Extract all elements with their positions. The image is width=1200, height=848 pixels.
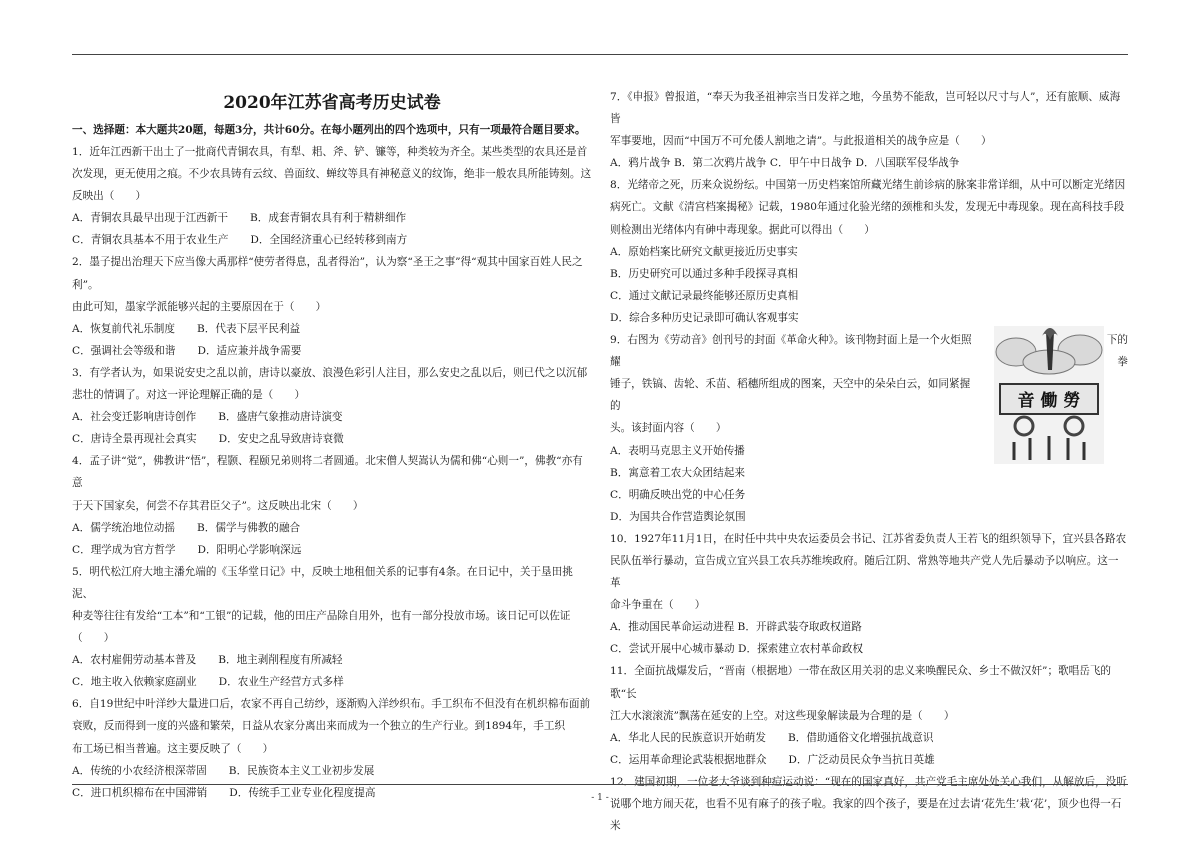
stem-line: 11．全面抗战爆发后，“晋南（根据地）一带在敌区用关羽的忠义来唤醒民众、乡士不做汉奸”；歌唱岳飞的歌“长 [610, 665, 1112, 700]
stem-side-word: 下的 [1106, 334, 1128, 347]
option: D．全国经济重心已经转移到南方 [250, 234, 408, 247]
stem-line: 于天下国家矣，何尝不存其君臣父子”。这反映出北宋（ ） [72, 499, 364, 512]
stem-line: 悲壮的情调了。对这一评论理解正确的是（ ） [72, 389, 306, 402]
stem-line: 12．建国初期，一位老大爷谈到种痘运动说：“现在的国家真好，共产党毛主席处处关心我们，从解放后，没听 [610, 775, 1127, 788]
option-row [610, 285, 1128, 307]
option: C．地主收入依赖家庭副业 [72, 676, 197, 689]
option: A．农村雇佣劳动基本普及 [72, 654, 197, 667]
stem-line: 反映出（ ） [72, 190, 147, 203]
option: A．传统的小农经济根深蒂固 [72, 764, 207, 777]
option: C．青铜农具基本不用于农业生产 [72, 234, 229, 247]
question-2 [72, 251, 592, 361]
option: C．强调社会等级和谐 [72, 344, 176, 357]
option: B．民族资本主义工业初步发展 [228, 764, 375, 777]
exam-title: 2020年江苏省高考历史试卷 [223, 93, 441, 113]
option: B．借助通俗文化增强抗战意识 [787, 731, 934, 744]
option-row [72, 318, 592, 340]
option: D．综合多种历史记录即可确认客观事实 [610, 311, 799, 324]
stem-line: 1．近年江西新干出土了一批商代青铜农具，有犁、耜、斧、铲、镰等，种类较为齐全。某些类型的农具还是首 [72, 146, 588, 158]
stem-line: 次发现，更无使用之痕。不少农具铸有云纹、兽面纹、蝉纹等具有神秘意义的纹饰，绝非一般农具所能铸刻。这 [72, 168, 592, 181]
question-1 [72, 141, 592, 251]
question-4 [72, 450, 592, 560]
option-row [610, 484, 1128, 506]
option: A．儒学统治地位动摇 [72, 521, 175, 534]
stem-line: 头。该封面内容（ ） [610, 422, 727, 435]
stem-line: 命斗争重在（ ） [610, 599, 706, 612]
option-row [610, 749, 1128, 771]
left-questions [72, 141, 592, 804]
option: D．阳明心学影响深远 [197, 543, 302, 556]
option-row [610, 727, 1128, 749]
question-12 [610, 771, 1128, 837]
option: B．儒学与佛教的融合 [197, 521, 301, 534]
option: C．尝试开展中心城市暴动 D．探索建立农村革命政权 [610, 643, 864, 656]
stem-line: 5．明代松江府大地主潘允端的《玉华堂日记》中，反映土地租佃关系的记事有4条。在日记中，关于垦田挑泥、 [72, 565, 573, 600]
stem-line: 由此可知，墨家学派能够兴起的主要原因在于（ ） [72, 300, 327, 313]
header-rule [72, 54, 1128, 55]
option: B．历史研究可以通过多种手段探寻真相 [610, 267, 798, 280]
stem-line: 衰败，反而得到一度的兴盛和繁荣，日益从农家分离出来而成为一个独立的生产行业。到1894年，手工织 [72, 720, 566, 733]
stem-line: 8．光绪帝之死，历来众说纷纭。中国第一历史档案馆所藏光绪生前诊病的脉案非常详细，从中可以断定光绪因 [610, 179, 1126, 192]
option: A．推动国民革命运动进程 B．开辟武装夺取政权道路 [610, 621, 862, 634]
question-11 [610, 660, 1128, 770]
option-row [610, 506, 1128, 528]
option-row [72, 207, 592, 229]
option: C．理学成为官方哲学 [72, 543, 176, 556]
stem-line: 江大水滚滚流”飘荡在延安的上空。对这些现象解读最为合理的是（ ） [610, 709, 955, 722]
option: C．运用革命理论武装根据地群众 [610, 753, 767, 766]
stem-line: 4．孟子讲“觉”，佛教讲“悟”，程颢、程颐兄弟则将二者圆通。北宋僧人契嵩认为儒和佛“心则一”，佛教“亦有意 [72, 455, 583, 490]
question-8 [610, 174, 1128, 329]
option: C．唐诗全景再现社会真实 [72, 433, 197, 446]
right-column [610, 86, 1128, 837]
stem-line: 6．自19世纪中叶洋纱大量进口后，农家不再自己纺纱，逐渐购入洋纱织布。手工织布不但没有在机织棉布面前 [72, 698, 591, 711]
option: C．通过文献记录最终能够还原历史真相 [610, 289, 799, 302]
stem-line: 9．右图为《劳动音》创刊号的封面《革命火种》。该刊物封面上是一个火炬照耀 [610, 334, 972, 369]
option-row [610, 241, 1128, 263]
stem-line: 10．1927年11月1日，在时任中共中央农运委员会书记、江苏省委负责人王若飞的组织领导下，宜兴县各路农 [610, 532, 1127, 545]
option: A．鸦片战争 B．第二次鸦片战争 C．甲午中日战争 D．八国联军侵华战争 [610, 157, 960, 170]
option-row [72, 760, 592, 782]
option: B．盛唐气象推动唐诗演变 [218, 411, 343, 424]
option: B．寓意着工农大众团结起来 [610, 466, 745, 479]
option: C．进口机织棉布在中国滞销 [72, 786, 208, 799]
option-row [72, 229, 592, 251]
option: A．青铜农具最早出现于江西新干 [72, 212, 228, 225]
question-10 [610, 528, 1128, 661]
option-row [72, 340, 592, 362]
stem-line: 布工场已相当普遍。这主要反映了（ ） [72, 742, 274, 755]
poster-title: 音 働 勞 [1017, 391, 1081, 411]
stem-line: 3．有学者认为，如果说安史之乱以前，唐诗以豪放、浪漫色彩引人注目，那么安史之乱以后，则已代之以沉郁 [72, 366, 588, 379]
option-row [610, 638, 1128, 660]
section-heading: 一、选择题：本大题共20题，每题3分，共计60分。在每小题列出的四个选项中，只有一项最符合题目要求。 [72, 124, 586, 136]
question-6 [72, 693, 592, 803]
option: D．适应兼并战争需要 [197, 344, 302, 357]
stem-line: 2．墨子提出治理天下应当像大禹那样“使劳者得息，乱者得治”，认为察“圣王之事”得“观其中国家百姓人民之利”。 [72, 256, 583, 291]
option-row [72, 539, 592, 561]
option: D．传统手工业专业化程度提高 [229, 786, 376, 799]
option-row [72, 517, 592, 539]
option: D．为国共合作营造舆论氛围 [610, 510, 746, 523]
option-row [72, 406, 592, 428]
stem-line: 病死亡。文献《清宫档案揭秘》记载，1980年通过化验光绪的颈椎和头发，发现无中毒现象。现在高科技手段 [610, 201, 1125, 214]
stem-line: 说哪个地方闹天花，也看不见有麻子的孩子啦。我家的四个孩子，要是在过去请‘花先生’栽‘花’，顶少也得一石米 [610, 798, 1122, 833]
option: A．表明马克思主义开始传播 [610, 444, 745, 457]
option: A．原始档案比研究文献更接近历史事实 [610, 245, 798, 258]
option: B．成套青铜农具有利于精耕细作 [249, 212, 407, 225]
right-questions [610, 86, 1128, 837]
stem-line: 7．《申报》曾报道，“奉天为我圣祖神宗当日发祥之地，今虽势不能敌，岂可轻以尺寸与人”，还有旅顺、威海皆 [610, 91, 1121, 126]
option: B．代表下层平民利益 [197, 322, 301, 335]
left-column [72, 86, 592, 804]
option-row [610, 462, 1128, 484]
option-row [610, 616, 1128, 638]
labor-voice-poster-image [994, 326, 1104, 464]
option-row [72, 671, 592, 693]
option: C．明确反映出党的中心任务 [610, 488, 746, 501]
question-3 [72, 362, 592, 450]
page-number: - 1 - [591, 793, 609, 803]
stem-line: 则检测出光绪体内有砷中毒现象。据此可以得出（ ） [610, 223, 875, 236]
stem-side-word: 拳 [1117, 356, 1128, 369]
option-row [72, 428, 592, 450]
option: D．农业生产经营方式多样 [218, 676, 344, 689]
option: A．社会变迁影响唐诗创作 [72, 411, 197, 424]
stem-line: 种麦等往往有发给“工本”和“工银”的记载，他的田庄产品除自用外，也有一部分投放市场。该日记可以佐证（ ） [72, 609, 571, 645]
footer-rule [72, 784, 1128, 785]
option: A．恢复前代礼乐制度 [72, 322, 175, 335]
stem-line: 军事要地，因而“中国万不可允倭人割地之请”。与此报道相关的战争应是（ ） [610, 135, 992, 148]
stem-line: 锤子，铁镐、齿轮、禾苗、稻穗所组成的图案，天空中的朵朵白云，如同紧握的 [610, 378, 971, 413]
question-7 [610, 86, 1128, 174]
option: A．华北人民的民族意识开始萌发 [610, 731, 766, 744]
stem-line: 民队伍举行暴动，宣告成立宜兴县工农兵苏维埃政府。随后江阴、常熟等地共产党人先后暴动予以响应。这一革 [610, 554, 1119, 590]
option: D．安史之乱导致唐诗衰微 [218, 433, 344, 446]
option-row [72, 649, 592, 671]
question-5 [72, 561, 592, 694]
option-row [610, 152, 1128, 174]
question-9-stem [610, 329, 978, 439]
option: B．地主剥削程度有所减轻 [218, 654, 343, 667]
option: D．广泛动员民众争当抗日英雄 [788, 753, 935, 766]
option-row [610, 263, 1128, 285]
